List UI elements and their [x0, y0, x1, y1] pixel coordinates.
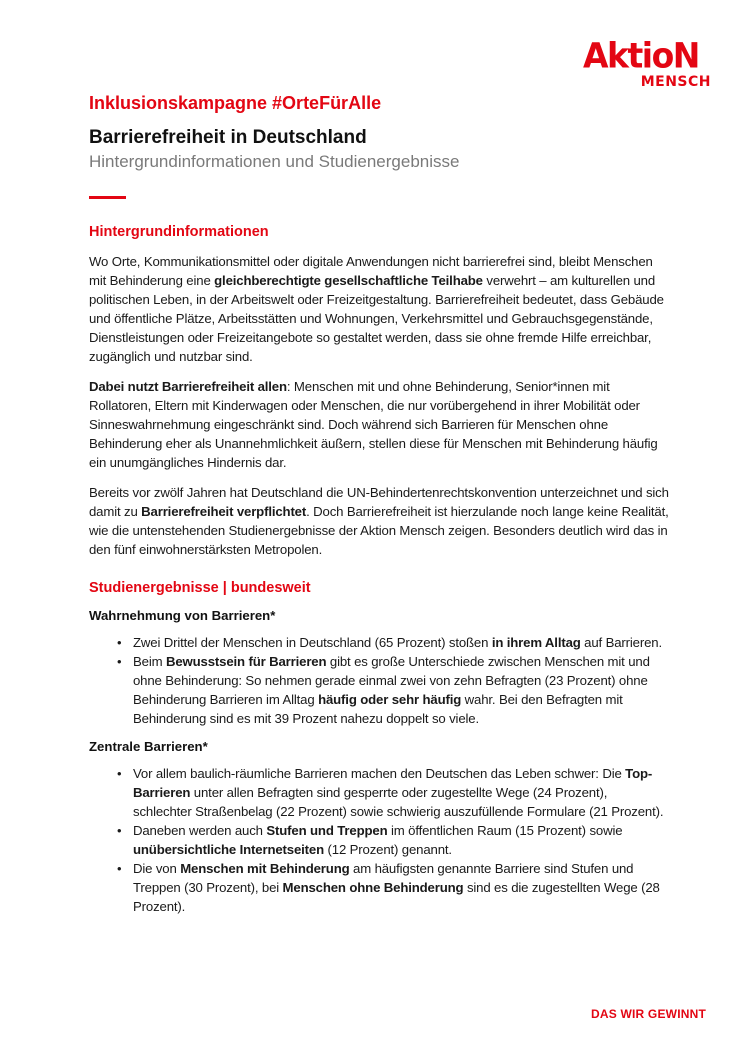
emphasis: in ihrem Alltag — [491, 635, 581, 650]
text: am häufigsten genannte Barriere sind Stufen und Treppen (30 Prozent), bei — [133, 861, 634, 895]
text: : Menschen mit und ohne Behinderung, Senior*innen mit Rollatoren, Eltern mit Kinderwagen oder Menschen, die nur vorübergehend in ihrer Mobilität oder Sinneswahrnehmung eingeschränkt sind. Doch während sich Barrieren für Menschen ohne Behinderung eher als Unannehmlichkeit äußern, stellen diese für Menschen mit Behinderung häufig ein unumgängliches Hindernis dar. — [89, 379, 658, 470]
section-heading-study: Studienergebnisse | bundesweit — [89, 580, 311, 596]
aktion-mensch-logo — [583, 35, 711, 94]
emphasis: Barrierefreiheit verpflichtet — [141, 504, 307, 519]
list-item — [89, 764, 669, 821]
text: Zwei Drittel der Menschen in Deutschland (65 Prozent) stoßen — [133, 635, 492, 650]
emphasis: gleichberechtigte gesellschaftliche Teilhabe — [214, 273, 483, 288]
section-heading-background: Hintergrundinformationen — [89, 224, 269, 240]
text: auf Barrieren. — [580, 635, 662, 650]
central-barriers-list — [89, 764, 669, 916]
emphasis: unübersichtliche Internetseiten — [133, 842, 325, 857]
accent-divider — [89, 196, 126, 199]
document-body — [89, 92, 669, 916]
logo-wordmark-mensch: MENSCH — [640, 74, 711, 90]
emphasis: Stufen und Treppen — [266, 823, 388, 838]
footer-slogan: DAS WIR GEWINNT — [591, 1007, 706, 1021]
text: gibt es große Unterschiede zwischen Menschen mit und ohne Behinderung: So nehmen gerade einmal zwei von zehn Befragten (23 Prozent) ohne Behinderung Barrieren im Alltag — [133, 654, 650, 707]
list-item — [89, 633, 669, 652]
emphasis: häufig oder sehr häufig — [318, 692, 462, 707]
text: sind es die zugestellten Wege (28 Prozent). — [133, 880, 660, 914]
text: Wo Orte, Kommunikationsmittel oder digitale Anwendungen nicht barrierefrei sind, bleibt Menschen mit Behinderung eine — [89, 254, 653, 288]
background-paragraph-3 — [89, 483, 669, 559]
emphasis: Menschen ohne Behinderung — [282, 880, 464, 895]
page-subtitle: Hintergrundinformationen und Studienergebnisse — [89, 152, 460, 171]
text: Vor allem baulich-räumliche Barrieren machen den Deutschen das Leben schwer: Die — [133, 766, 626, 781]
emphasis: Bewusstsein für Barrieren — [165, 654, 327, 669]
emphasis: Dabei nutzt Barrierefreiheit allen — [89, 379, 287, 394]
subheading-central-barriers: Zentrale Barrieren* — [89, 739, 208, 754]
campaign-kicker: Inklusionskampagne #OrteFürAlle — [89, 93, 382, 113]
text: verwehrt – am kulturellen und politischen Leben, in der Arbeitswelt oder Freizeitgestaltung. Barrierefreiheit bedeutet, dass Gebäude und öffentliche Plätze, Arbeitsstätten und Wohnungen, Verkehrsmittel und Gebrauchsgegenstände, Dienstleistungen oder Freizeitangebote so gestaltet werden, dass sie ohne fremde Hilfe erreichbar, zugänglich und nutzbar sind. — [89, 273, 664, 364]
text: unter allen Befragten sind gesperrte oder zugestellte Wege (24 Prozent), schlechter Straßenbelag (22 Prozent) sowie schwierig auszufüllende Formulare (21 Prozent). — [133, 785, 664, 819]
background-paragraph-2 — [89, 377, 669, 472]
text: Daneben werden auch — [133, 823, 267, 838]
text: Die von — [133, 861, 181, 876]
text: Bereits vor zwölf Jahren hat Deutschland die UN-Behindertenrechtskonvention unterzeichnet und sich damit zu — [89, 485, 669, 519]
list-item — [89, 821, 669, 859]
list-item — [89, 652, 669, 728]
logo-wordmark-aktion: AktioN — [583, 35, 699, 76]
text: . Doch Barrierefreiheit ist hierzulande noch lange keine Realität, wie die untenstehenden Studienergebnisse der Aktion Mensch zeigen. Besonders deutlich wird das in den fünf einwohnerstärksten Metropolen. — [89, 504, 669, 557]
text: Beim — [133, 654, 166, 669]
page-title: Barrierefreiheit in Deutschland — [89, 127, 367, 148]
background-paragraph-1 — [89, 252, 669, 366]
text: im öffentlichen Raum (15 Prozent) sowie — [387, 823, 623, 838]
emphasis: Top-Barrieren — [133, 766, 653, 800]
emphasis: Menschen mit Behinderung — [180, 861, 350, 876]
perception-list — [89, 633, 669, 728]
text: (12 Prozent) genannt. — [324, 842, 452, 857]
subheading-perception: Wahrnehmung von Barrieren* — [89, 608, 276, 623]
list-item — [89, 859, 669, 916]
text: wahr. Bei den Befragten mit Behinderung sind es mit 39 Prozent nahezu doppelt so viele. — [133, 692, 623, 726]
